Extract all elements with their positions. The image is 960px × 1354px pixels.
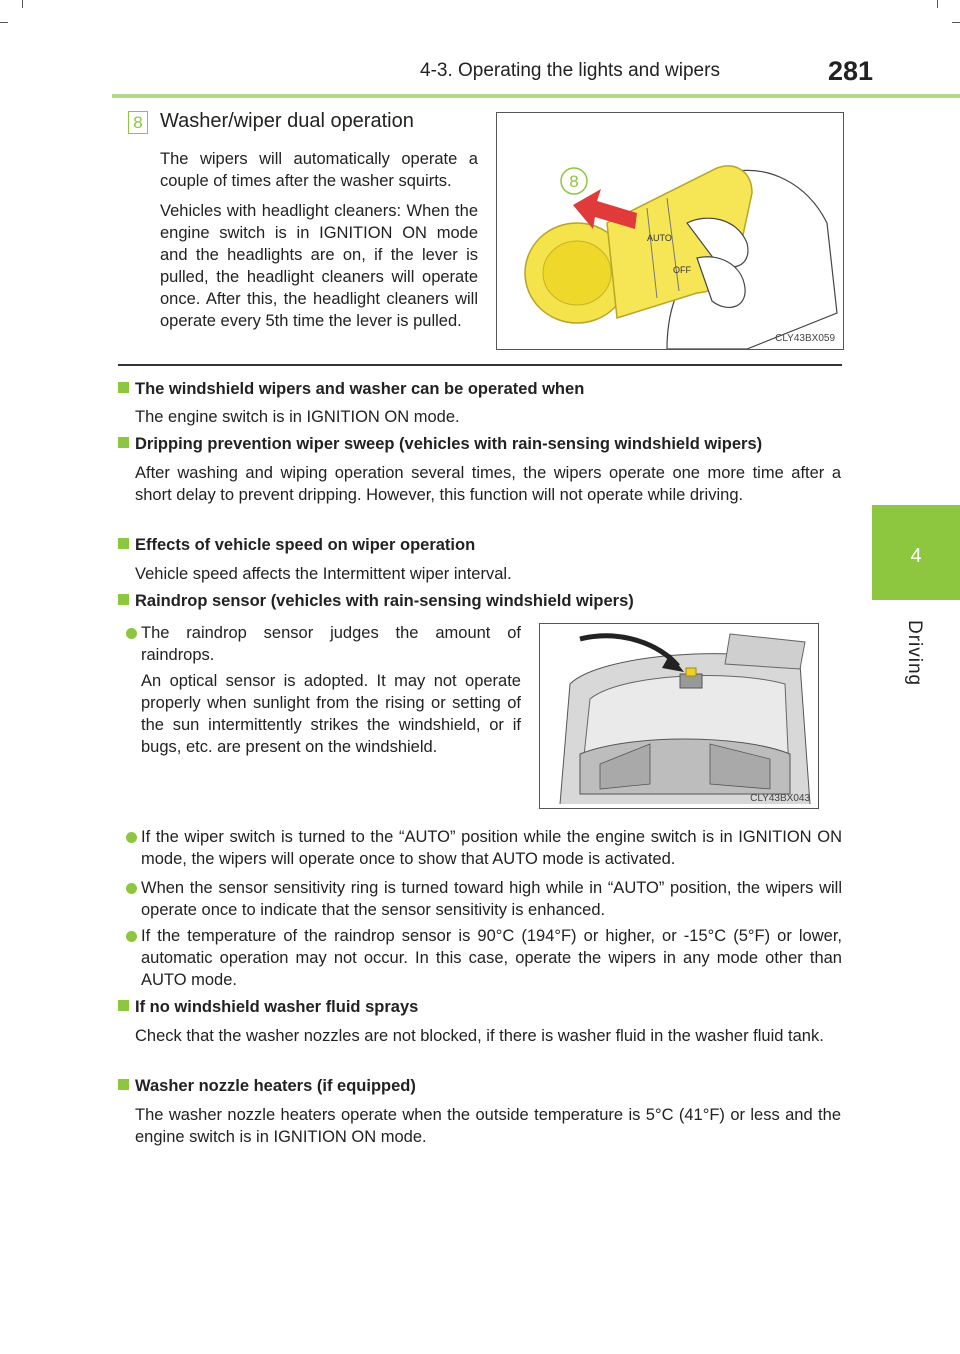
crop-mark <box>937 0 938 8</box>
section-body: After washing and wiping operation several times, the wipers operate one more time after a short delay to prevent dripping. However, this function will not operate while driving. <box>135 464 841 504</box>
section-heading <box>118 435 762 454</box>
crop-mark <box>952 22 960 23</box>
list-item <box>126 622 521 666</box>
section-heading <box>118 1077 416 1096</box>
bullet-text: The raindrop sensor judges the amount of raindrops. <box>141 624 521 664</box>
section-divider <box>118 364 842 366</box>
bullet-text: If the wiper switch is turned to the “AUTO” position while the engine switch is in IGNITION ON mode, the wipers will operate once to show that AUTO mode is activated. <box>141 828 842 868</box>
section-body: The washer nozzle heaters operate when the outside temperature is 5°C (41°F) or less and the engine switch is in IGNITION ON mode. <box>135 1106 841 1146</box>
square-icon <box>118 1000 129 1011</box>
list-item <box>126 877 842 921</box>
list-item <box>126 670 521 758</box>
chapter-tab <box>872 505 960 600</box>
header-rule <box>112 94 960 98</box>
figure-code: CLY43BX059 <box>775 333 835 344</box>
bullet-text: When the sensor sensitivity ring is turned toward high while in “AUTO” position, the wipers will operate once to indicate that the sensor sensitivity is enhanced. <box>141 879 842 919</box>
heading-text: The windshield wipers and washer can be operated when <box>135 380 585 398</box>
svg-text:OFF: OFF <box>673 265 691 275</box>
square-icon <box>118 1079 129 1090</box>
section-title: 4-3. Operating the lights and wipers <box>420 60 720 81</box>
heading-text: If no windshield washer fluid sprays <box>135 998 419 1016</box>
square-icon <box>118 437 129 448</box>
list-item <box>126 826 842 870</box>
raindrop-sensor-illustration <box>539 623 819 809</box>
bullet-icon <box>126 931 137 942</box>
crop-mark <box>0 22 8 23</box>
svg-text:AUTO: AUTO <box>647 233 672 243</box>
bullet-text: If the temperature of the raindrop sensor is 90°C (194°F) or higher, or -15°C (5°F) or lower, automatic operation may not occur. In this case, operate the wipers in any mode other than AUTO mode. <box>141 927 842 989</box>
wiper-lever-illustration <box>496 112 844 350</box>
bullet-icon <box>126 628 137 639</box>
heading-text: Washer nozzle heaters (if equipped) <box>135 1077 416 1095</box>
bullet-text: An optical sensor is adopted. It may not operate properly when sunlight from the rising or setting of the sun intermittently strikes the windshield, or if bugs, etc. are present on the windshield. <box>141 672 521 756</box>
step-paragraph: The wipers will automatically operate a couple of times after the washer squirts. <box>160 150 478 190</box>
bullet-icon <box>126 883 137 894</box>
figure-code: CLY43BX043 <box>750 793 810 804</box>
crop-mark <box>22 0 23 8</box>
chapter-label: Driving <box>904 620 925 687</box>
section-heading <box>118 998 418 1017</box>
section-heading <box>118 536 475 555</box>
list-item <box>126 925 842 991</box>
figure-callout: 8 <box>569 172 579 191</box>
chapter-number: 4 <box>910 545 922 567</box>
section-body: The engine switch is in IGNITION ON mode. <box>135 408 460 426</box>
section-body: Vehicle speed affects the Intermittent wiper interval. <box>135 565 512 583</box>
heading-text: Dripping prevention wiper sweep (vehicles with rain-sensing windshield wipers) <box>135 435 763 453</box>
step-paragraph: Vehicles with headlight cleaners: When the engine switch is in IGNITION ON mode and the headlights are on, if the lever is pulled, the headlight cleaners will operate once. After this, the headlight cleaners will operate every 5th time the lever is pulled. <box>160 202 478 330</box>
square-icon <box>118 594 129 605</box>
section-body: Check that the washer nozzles are not blocked, if there is washer fluid in the washer fluid tank. <box>135 1027 824 1045</box>
step-description <box>160 148 478 340</box>
bullet-icon <box>126 832 137 843</box>
step-badge: 8 <box>128 111 148 134</box>
square-icon <box>118 382 129 393</box>
car-interior-drawing <box>540 624 818 808</box>
section-heading <box>118 592 634 611</box>
heading-text: Raindrop sensor (vehicles with rain-sensing windshield wipers) <box>135 592 634 610</box>
step-title: Washer/wiper dual operation <box>160 110 414 132</box>
section-heading <box>118 380 584 399</box>
heading-text: Effects of vehicle speed on wiper operation <box>135 536 476 554</box>
wiper-lever-drawing <box>497 113 843 349</box>
square-icon <box>118 538 129 549</box>
page-number: 281 <box>828 56 874 86</box>
